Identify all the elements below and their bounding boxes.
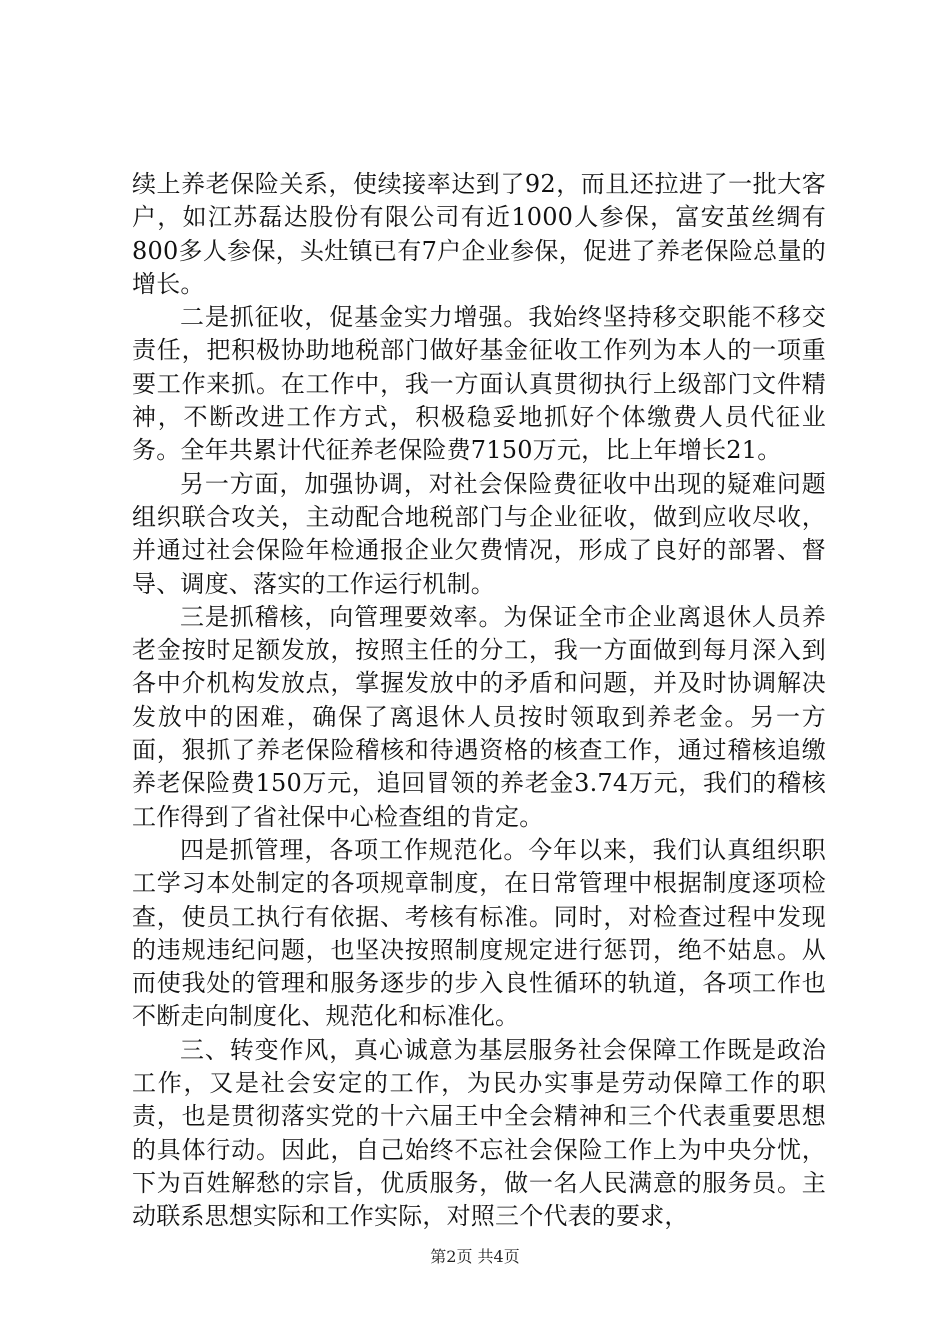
page-number-footer: 第2页 共4页 xyxy=(430,1247,520,1266)
paragraph-audit: 三是抓稽核，向管理要效率。为保证全市企业离退休人员养老金按时足额发放，按照主任的分工，我一方面做到每月深入到各中介机构发放点，掌握发放中的矛盾和问题，并及时协调解决发放中的困难，确保了离退休人员按时领取到养老金。另一方面，狠抓了养老保险稽核和待遇资格的核查工作，通过稽核追缴养老保险费150万元，追回冒领的养老金3.74万元，我们的稽核工作得到了省社保中心检查组的肯定。 xyxy=(132,602,826,831)
paragraph-coordination: 另一方面，加强协调，对社会保险费征收中出现的疑难问题组织联合攻关，主动配合地税部门与企业征收，做到应收尽收，并通过社会保险年检通报企业欠费情况，形成了良好的部署、督导、调度、落实的工作运行机制。 xyxy=(132,469,826,598)
paragraph-work-style: 三、转变作风，真心诚意为基层服务社会保障工作既是政治工作，又是社会安定的工作，为民办实事是劳动保障工作的职责，也是贯彻落实党的十六届王中全会精神和三个代表重要思想的具体行动。因此，自己始终不忘社会保险工作上为中央分忧，下为百姓解愁的宗旨，优质服务，做一名人民满意的服务员。主动联系思想实际和工作实际，对照三个代表的要求， xyxy=(132,1035,826,1231)
paragraph-management: 四是抓管理，各项工作规范化。今年以来，我们认真组织职工学习本处制定的各项规章制度，在日常管理中根据制度逐项检查，使员工执行有依据、考核有标准。同时，对检查过程中发现的违规违纪问题，也坚决按照制度规定进行惩罚，绝不姑息。从而使我处的管理和服务逐步的步入良性循环的轨道，各项工作也不断走向制度化、规范化和标准化。 xyxy=(132,835,826,1031)
document-body xyxy=(132,168,826,1234)
paragraph-collection: 二是抓征收，促基金实力增强。我始终坚持移交职能不移交责任，把积极协助地税部门做好基金征收工作列为本人的一项重要工作来抓。在工作中，我一方面认真贯彻执行上级部门文件精神，不断改进工作方式，积极稳妥地抓好个体缴费人员代征业务。全年共累计代征养老保险费7150万元，比上年增长21。 xyxy=(132,303,826,465)
paragraph-continuation: 续上养老保险关系，使续接率达到了92，而且还拉进了一批大客户，如江苏磊达股份有限公司有近1000人参保，富安茧丝绸有800多人参保，头灶镇已有7户企业参保，促进了养老保险总量的增长。 xyxy=(132,170,826,298)
